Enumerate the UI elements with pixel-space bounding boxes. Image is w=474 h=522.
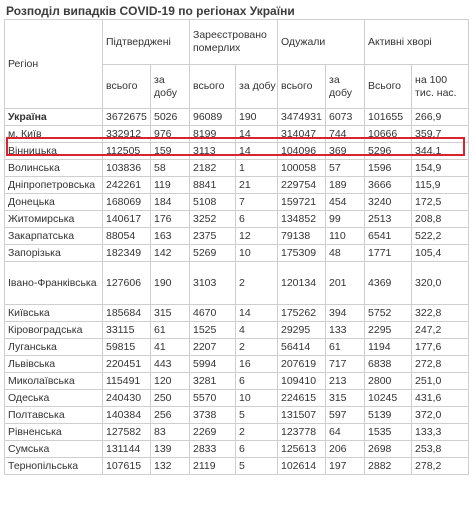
value-cell-r-total: 29295 (278, 322, 326, 339)
region-cell: Донецька (5, 194, 103, 211)
value-cell-d-day: 1 (236, 160, 278, 177)
value-cell-d-total: 3738 (190, 407, 236, 424)
column-header-region: Регіон (5, 20, 103, 109)
value-cell-a-100k: 177,6 (412, 339, 469, 356)
value-cell-r-total: 79138 (278, 228, 326, 245)
value-cell-a-100k: 320,0 (412, 262, 469, 305)
value-cell-r-day: 64 (326, 424, 365, 441)
value-cell-c-day: 83 (151, 424, 190, 441)
value-cell-c-day: 176 (151, 211, 190, 228)
region-cell: Одеська (5, 390, 103, 407)
value-cell-a-100k: 272,8 (412, 356, 469, 373)
value-cell-d-total: 96089 (190, 109, 236, 126)
value-cell-d-total: 4670 (190, 305, 236, 322)
value-cell-r-day: 110 (326, 228, 365, 245)
value-cell-r-total: 56414 (278, 339, 326, 356)
value-cell-a-total: 4369 (365, 262, 412, 305)
region-cell: Україна (5, 109, 103, 126)
value-cell-c-day: 159 (151, 143, 190, 160)
value-cell-a-100k: 251,0 (412, 373, 469, 390)
table-row (5, 109, 469, 126)
region-cell: Житомирська (5, 211, 103, 228)
value-cell-c-total: 3672675 (103, 109, 151, 126)
column-header-active-total: Всього (365, 65, 412, 109)
table-row (5, 262, 469, 305)
column-header-active-per-100k: на 100 тис. нас. (412, 65, 469, 109)
value-cell-r-day: 6073 (326, 109, 365, 126)
value-cell-c-day: 142 (151, 245, 190, 262)
value-cell-c-day: 163 (151, 228, 190, 245)
value-cell-r-total: 125613 (278, 441, 326, 458)
value-cell-d-day: 10 (236, 245, 278, 262)
value-cell-c-total: 242261 (103, 177, 151, 194)
value-cell-d-day: 4 (236, 322, 278, 339)
value-cell-c-total: 33115 (103, 322, 151, 339)
value-cell-a-100k: 172,5 (412, 194, 469, 211)
value-cell-d-day: 2 (236, 424, 278, 441)
value-cell-a-total: 5296 (365, 143, 412, 160)
value-cell-r-total: 314047 (278, 126, 326, 143)
value-cell-r-total: 3474931 (278, 109, 326, 126)
value-cell-d-total: 3103 (190, 262, 236, 305)
value-cell-a-total: 3240 (365, 194, 412, 211)
value-cell-r-day: 201 (326, 262, 365, 305)
table-header-row-1 (5, 20, 469, 65)
value-cell-c-day: 190 (151, 262, 190, 305)
value-cell-c-total: 332912 (103, 126, 151, 143)
value-cell-c-day: 58 (151, 160, 190, 177)
region-cell: Рівненська (5, 424, 103, 441)
value-cell-c-day: 976 (151, 126, 190, 143)
value-cell-c-total: 127582 (103, 424, 151, 441)
region-cell: Київська (5, 305, 103, 322)
value-cell-d-day: 6 (236, 211, 278, 228)
column-header-deaths-day: за добу (236, 65, 278, 109)
region-cell: Закарпатська (5, 228, 103, 245)
value-cell-c-day: 119 (151, 177, 190, 194)
value-cell-a-100k: 322,8 (412, 305, 469, 322)
value-cell-c-day: 250 (151, 390, 190, 407)
region-cell: Волинська (5, 160, 103, 177)
covid-regions-table (4, 19, 469, 475)
value-cell-a-100k: 278,2 (412, 458, 469, 475)
table-row (5, 194, 469, 211)
table-row (5, 441, 469, 458)
table-row (5, 143, 469, 160)
table-row (5, 390, 469, 407)
value-cell-a-100k: 344,1 (412, 143, 469, 160)
value-cell-r-day: 197 (326, 458, 365, 475)
value-cell-d-day: 14 (236, 143, 278, 160)
value-cell-d-day: 12 (236, 228, 278, 245)
value-cell-c-total: 182349 (103, 245, 151, 262)
column-header-confirmed: Підтверджені (103, 20, 190, 65)
value-cell-c-total: 112505 (103, 143, 151, 160)
value-cell-d-day: 14 (236, 305, 278, 322)
value-cell-r-day: 61 (326, 339, 365, 356)
value-cell-c-total: 140384 (103, 407, 151, 424)
value-cell-c-day: 61 (151, 322, 190, 339)
table-row (5, 373, 469, 390)
value-cell-d-day: 5 (236, 458, 278, 475)
value-cell-r-total: 159721 (278, 194, 326, 211)
table-body (5, 109, 469, 475)
value-cell-a-total: 5139 (365, 407, 412, 424)
value-cell-c-total: 168069 (103, 194, 151, 211)
value-cell-c-total: 107615 (103, 458, 151, 475)
value-cell-d-day: 21 (236, 177, 278, 194)
value-cell-r-total: 175262 (278, 305, 326, 322)
value-cell-r-day: 369 (326, 143, 365, 160)
value-cell-d-total: 5269 (190, 245, 236, 262)
value-cell-d-day: 2 (236, 262, 278, 305)
region-cell: Запорізька (5, 245, 103, 262)
value-cell-d-total: 5994 (190, 356, 236, 373)
value-cell-c-total: 59815 (103, 339, 151, 356)
value-cell-c-day: 120 (151, 373, 190, 390)
value-cell-r-total: 131507 (278, 407, 326, 424)
table-row (5, 407, 469, 424)
table-row (5, 177, 469, 194)
value-cell-a-100k: 115,9 (412, 177, 469, 194)
value-cell-d-day: 5 (236, 407, 278, 424)
value-cell-a-total: 10245 (365, 390, 412, 407)
value-cell-a-100k: 133,3 (412, 424, 469, 441)
region-cell: Львівська (5, 356, 103, 373)
region-cell: Сумська (5, 441, 103, 458)
value-cell-r-day: 454 (326, 194, 365, 211)
column-header-recovered-total: всього (278, 65, 326, 109)
region-cell: Полтавська (5, 407, 103, 424)
table-row (5, 339, 469, 356)
value-cell-a-total: 1771 (365, 245, 412, 262)
table-row (5, 356, 469, 373)
value-cell-a-total: 2800 (365, 373, 412, 390)
value-cell-d-total: 8841 (190, 177, 236, 194)
value-cell-r-total: 104096 (278, 143, 326, 160)
value-cell-r-total: 100058 (278, 160, 326, 177)
value-cell-d-total: 3113 (190, 143, 236, 160)
value-cell-r-day: 133 (326, 322, 365, 339)
column-header-recovered-day: за добу (326, 65, 365, 109)
value-cell-c-total: 185684 (103, 305, 151, 322)
value-cell-c-day: 315 (151, 305, 190, 322)
value-cell-d-day: 7 (236, 194, 278, 211)
value-cell-d-total: 5108 (190, 194, 236, 211)
value-cell-r-total: 175309 (278, 245, 326, 262)
value-cell-c-total: 220451 (103, 356, 151, 373)
value-cell-d-total: 2375 (190, 228, 236, 245)
value-cell-c-total: 103836 (103, 160, 151, 177)
value-cell-a-100k: 154,9 (412, 160, 469, 177)
value-cell-a-total: 6541 (365, 228, 412, 245)
table-row (5, 458, 469, 475)
region-cell: Тернопільська (5, 458, 103, 475)
value-cell-c-total: 88054 (103, 228, 151, 245)
value-cell-d-total: 2119 (190, 458, 236, 475)
value-cell-d-day: 14 (236, 126, 278, 143)
page-title: Розподіл випадків COVID-19 по регіонах України (6, 4, 295, 18)
region-cell: Луганська (5, 339, 103, 356)
value-cell-r-total: 120134 (278, 262, 326, 305)
value-cell-d-total: 2833 (190, 441, 236, 458)
value-cell-r-day: 744 (326, 126, 365, 143)
value-cell-r-total: 224615 (278, 390, 326, 407)
value-cell-a-total: 6838 (365, 356, 412, 373)
value-cell-d-total: 1525 (190, 322, 236, 339)
value-cell-a-100k: 247,2 (412, 322, 469, 339)
value-cell-a-total: 3666 (365, 177, 412, 194)
table-row (5, 305, 469, 322)
value-cell-d-total: 3252 (190, 211, 236, 228)
value-cell-a-100k: 431,6 (412, 390, 469, 407)
value-cell-r-total: 102614 (278, 458, 326, 475)
region-cell: Вінницька (5, 143, 103, 160)
value-cell-a-total: 2295 (365, 322, 412, 339)
value-cell-c-total: 115491 (103, 373, 151, 390)
column-header-deaths: Зареєстровано померлих (190, 20, 278, 65)
value-cell-r-day: 57 (326, 160, 365, 177)
table-row (5, 126, 469, 143)
value-cell-r-day: 597 (326, 407, 365, 424)
value-cell-d-total: 2182 (190, 160, 236, 177)
value-cell-d-total: 2207 (190, 339, 236, 356)
value-cell-r-day: 189 (326, 177, 365, 194)
region-cell: Дніпропетровська (5, 177, 103, 194)
value-cell-r-total: 109410 (278, 373, 326, 390)
value-cell-r-day: 717 (326, 356, 365, 373)
value-cell-r-day: 206 (326, 441, 365, 458)
table-row (5, 322, 469, 339)
value-cell-a-100k: 522,2 (412, 228, 469, 245)
table-row (5, 160, 469, 177)
value-cell-a-total: 5752 (365, 305, 412, 322)
value-cell-d-total: 8199 (190, 126, 236, 143)
region-cell: Івано-Франківська (5, 262, 103, 305)
value-cell-a-100k: 105,4 (412, 245, 469, 262)
value-cell-a-total: 1535 (365, 424, 412, 441)
value-cell-c-total: 127606 (103, 262, 151, 305)
value-cell-r-total: 229754 (278, 177, 326, 194)
value-cell-c-total: 140617 (103, 211, 151, 228)
column-header-confirmed-day: за добу (151, 65, 190, 109)
region-cell: Миколаївська (5, 373, 103, 390)
value-cell-a-total: 2513 (365, 211, 412, 228)
value-cell-a-total: 1596 (365, 160, 412, 177)
value-cell-a-total: 2882 (365, 458, 412, 475)
value-cell-d-total: 3281 (190, 373, 236, 390)
value-cell-a-total: 1194 (365, 339, 412, 356)
value-cell-r-day: 213 (326, 373, 365, 390)
value-cell-r-total: 123778 (278, 424, 326, 441)
value-cell-a-100k: 359,7 (412, 126, 469, 143)
value-cell-a-total: 101655 (365, 109, 412, 126)
value-cell-c-day: 41 (151, 339, 190, 356)
value-cell-c-day: 443 (151, 356, 190, 373)
value-cell-r-day: 48 (326, 245, 365, 262)
region-cell: м. Київ (5, 126, 103, 143)
value-cell-r-total: 134852 (278, 211, 326, 228)
value-cell-c-day: 5026 (151, 109, 190, 126)
table-row (5, 424, 469, 441)
value-cell-d-day: 10 (236, 390, 278, 407)
value-cell-r-total: 207619 (278, 356, 326, 373)
column-header-confirmed-total: всього (103, 65, 151, 109)
value-cell-d-day: 16 (236, 356, 278, 373)
region-cell: Кіровоградська (5, 322, 103, 339)
value-cell-c-total: 240430 (103, 390, 151, 407)
value-cell-r-day: 315 (326, 390, 365, 407)
value-cell-c-day: 139 (151, 441, 190, 458)
value-cell-a-100k: 208,8 (412, 211, 469, 228)
table-row (5, 245, 469, 262)
table-row (5, 228, 469, 245)
value-cell-d-total: 5570 (190, 390, 236, 407)
value-cell-c-day: 132 (151, 458, 190, 475)
column-header-deaths-total: всього (190, 65, 236, 109)
value-cell-d-total: 2269 (190, 424, 236, 441)
column-header-recovered: Одужали (278, 20, 365, 65)
value-cell-c-day: 256 (151, 407, 190, 424)
column-header-active: Активні хворі (365, 20, 469, 65)
value-cell-a-total: 10666 (365, 126, 412, 143)
value-cell-r-day: 99 (326, 211, 365, 228)
value-cell-a-100k: 266,9 (412, 109, 469, 126)
value-cell-r-day: 394 (326, 305, 365, 322)
value-cell-c-total: 131144 (103, 441, 151, 458)
value-cell-a-total: 2698 (365, 441, 412, 458)
value-cell-d-day: 6 (236, 373, 278, 390)
value-cell-d-day: 2 (236, 339, 278, 356)
value-cell-a-100k: 372,0 (412, 407, 469, 424)
table-row (5, 211, 469, 228)
value-cell-a-100k: 253,8 (412, 441, 469, 458)
value-cell-d-day: 6 (236, 441, 278, 458)
value-cell-c-day: 184 (151, 194, 190, 211)
value-cell-d-day: 190 (236, 109, 278, 126)
